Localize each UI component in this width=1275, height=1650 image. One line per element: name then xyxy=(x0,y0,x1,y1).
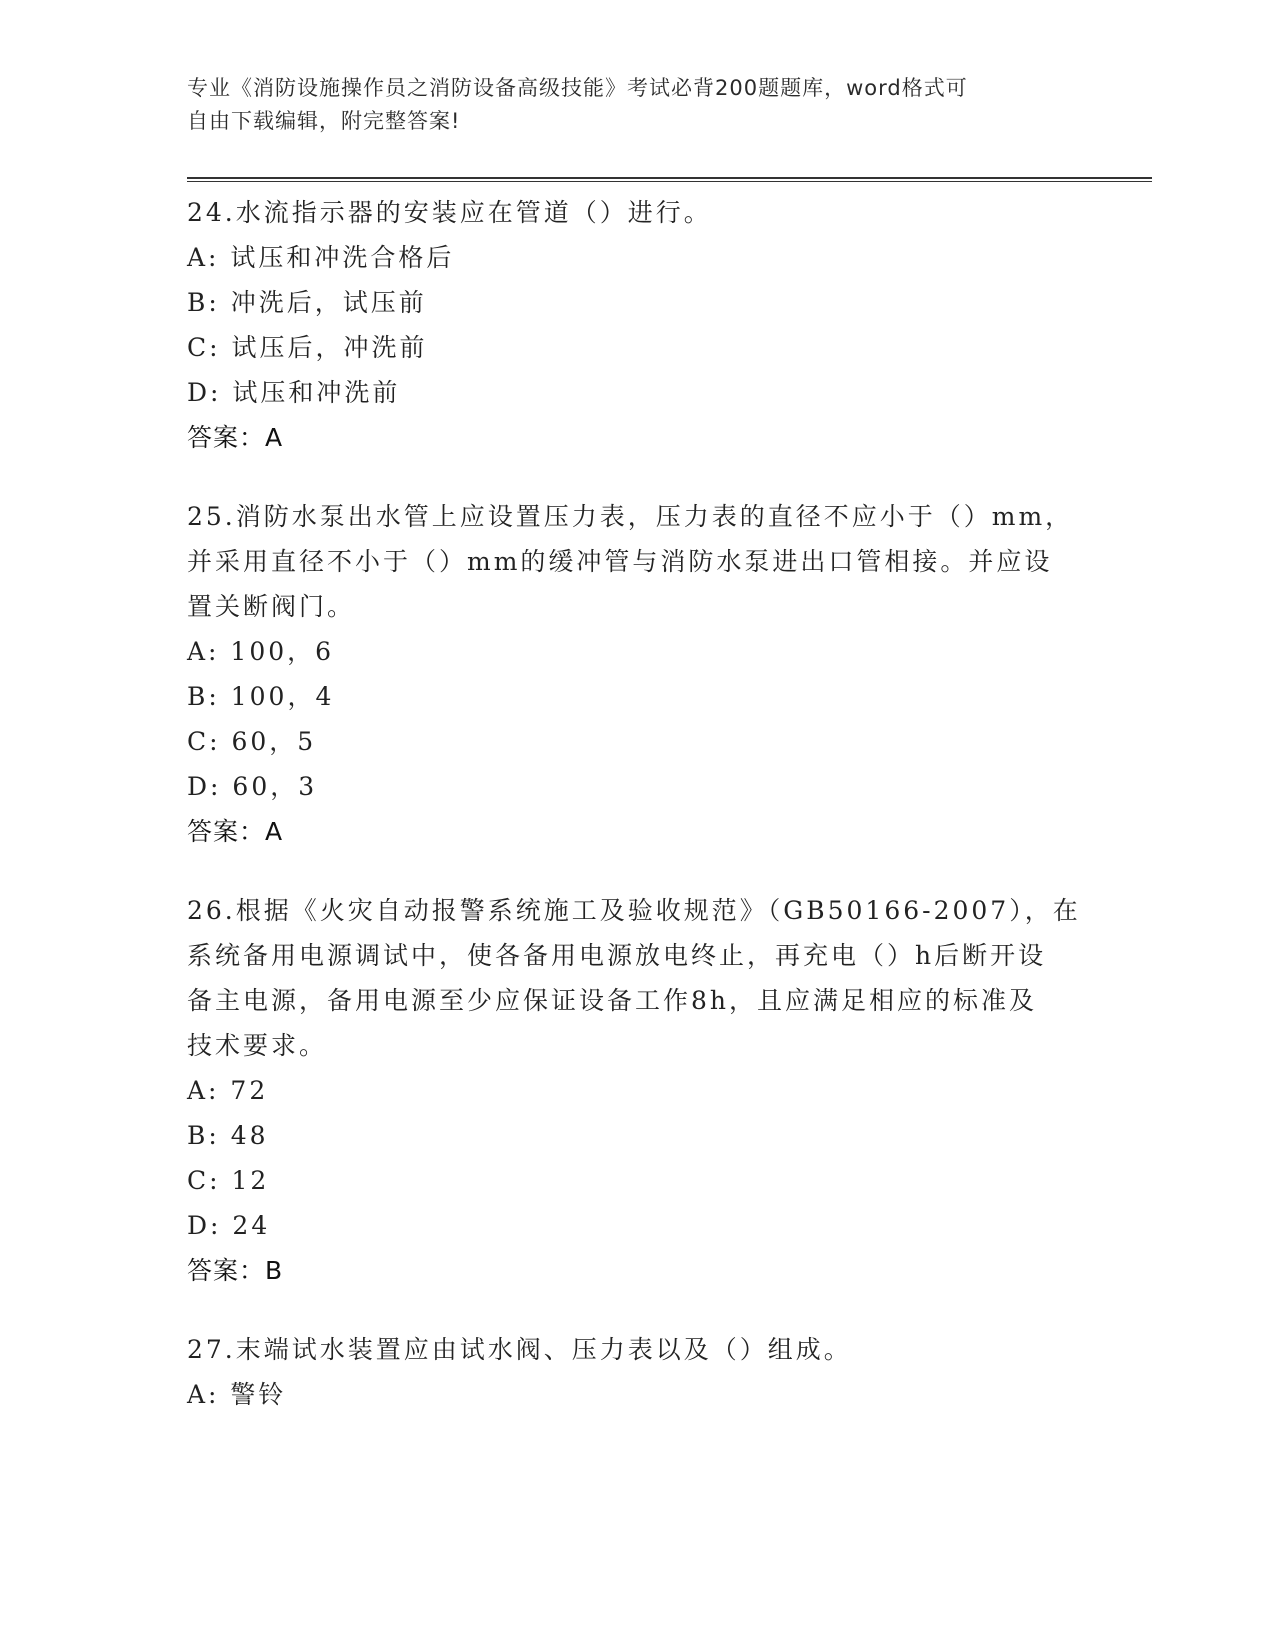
header-divider-thin xyxy=(187,181,1152,182)
header-line-2: 自由下载编辑，附完整答案! xyxy=(187,109,461,133)
document-header xyxy=(187,72,1087,138)
answer-line: 答案：B xyxy=(187,1256,284,1285)
question-26 xyxy=(187,888,1087,1293)
option-c: C: 60，5 xyxy=(187,727,317,756)
question-25 xyxy=(187,494,1087,854)
question-text-line: 置关断阀门。 xyxy=(187,592,356,621)
question-text-line: 系统备用电源调试中，使各备用电源放电终止，再充电（）h后断开设 xyxy=(187,941,1047,970)
option-a: A: 试压和冲洗合格后 xyxy=(187,243,455,272)
option-c: C: 试压后，冲洗前 xyxy=(187,333,428,362)
question-text-line: 27.末端试水装置应由试水阀、压力表以及（）组成。 xyxy=(187,1335,852,1364)
option-b: B: 100，4 xyxy=(187,682,335,711)
header-divider-thick xyxy=(187,177,1152,179)
header-line-1: 专业《消防设施操作员之消防设备高级技能》考试必背200题题库，word格式可 xyxy=(187,76,968,100)
question-24 xyxy=(187,190,1087,460)
answer-line: 答案：A xyxy=(187,423,284,452)
question-text-line: 24.水流指示器的安装应在管道（）进行。 xyxy=(187,198,712,227)
option-a: A: 100，6 xyxy=(187,637,335,666)
option-b: B: 48 xyxy=(187,1121,269,1150)
option-d: D: 60，3 xyxy=(187,772,318,801)
question-27 xyxy=(187,1327,1087,1417)
answer-line: 答案：A xyxy=(187,817,284,846)
question-text-line: 26.根据《火灾自动报警系统施工及验收规范》（GB50166-2007），在 xyxy=(187,896,1081,925)
option-d: D: 试压和冲洗前 xyxy=(187,378,401,407)
question-text-line: 技术要求。 xyxy=(187,1031,328,1060)
option-c: C: 12 xyxy=(187,1166,270,1195)
question-text-line: 并采用直径不小于（）mm的缓冲管与消防水泵进出口管相接。并应设 xyxy=(187,547,1053,576)
option-d: D: 24 xyxy=(187,1211,271,1240)
question-text-line: 25.消防水泵出水管上应设置压力表，压力表的直径不应小于（）mm， xyxy=(187,502,1074,531)
option-a: A: 72 xyxy=(187,1076,269,1105)
option-a: A: 警铃 xyxy=(187,1380,287,1409)
option-b: B: 冲洗后，试压前 xyxy=(187,288,427,317)
question-list xyxy=(187,190,1087,1451)
question-text-line: 备主电源，备用电源至少应保证设备工作8h，且应满足相应的标准及 xyxy=(187,986,1038,1015)
